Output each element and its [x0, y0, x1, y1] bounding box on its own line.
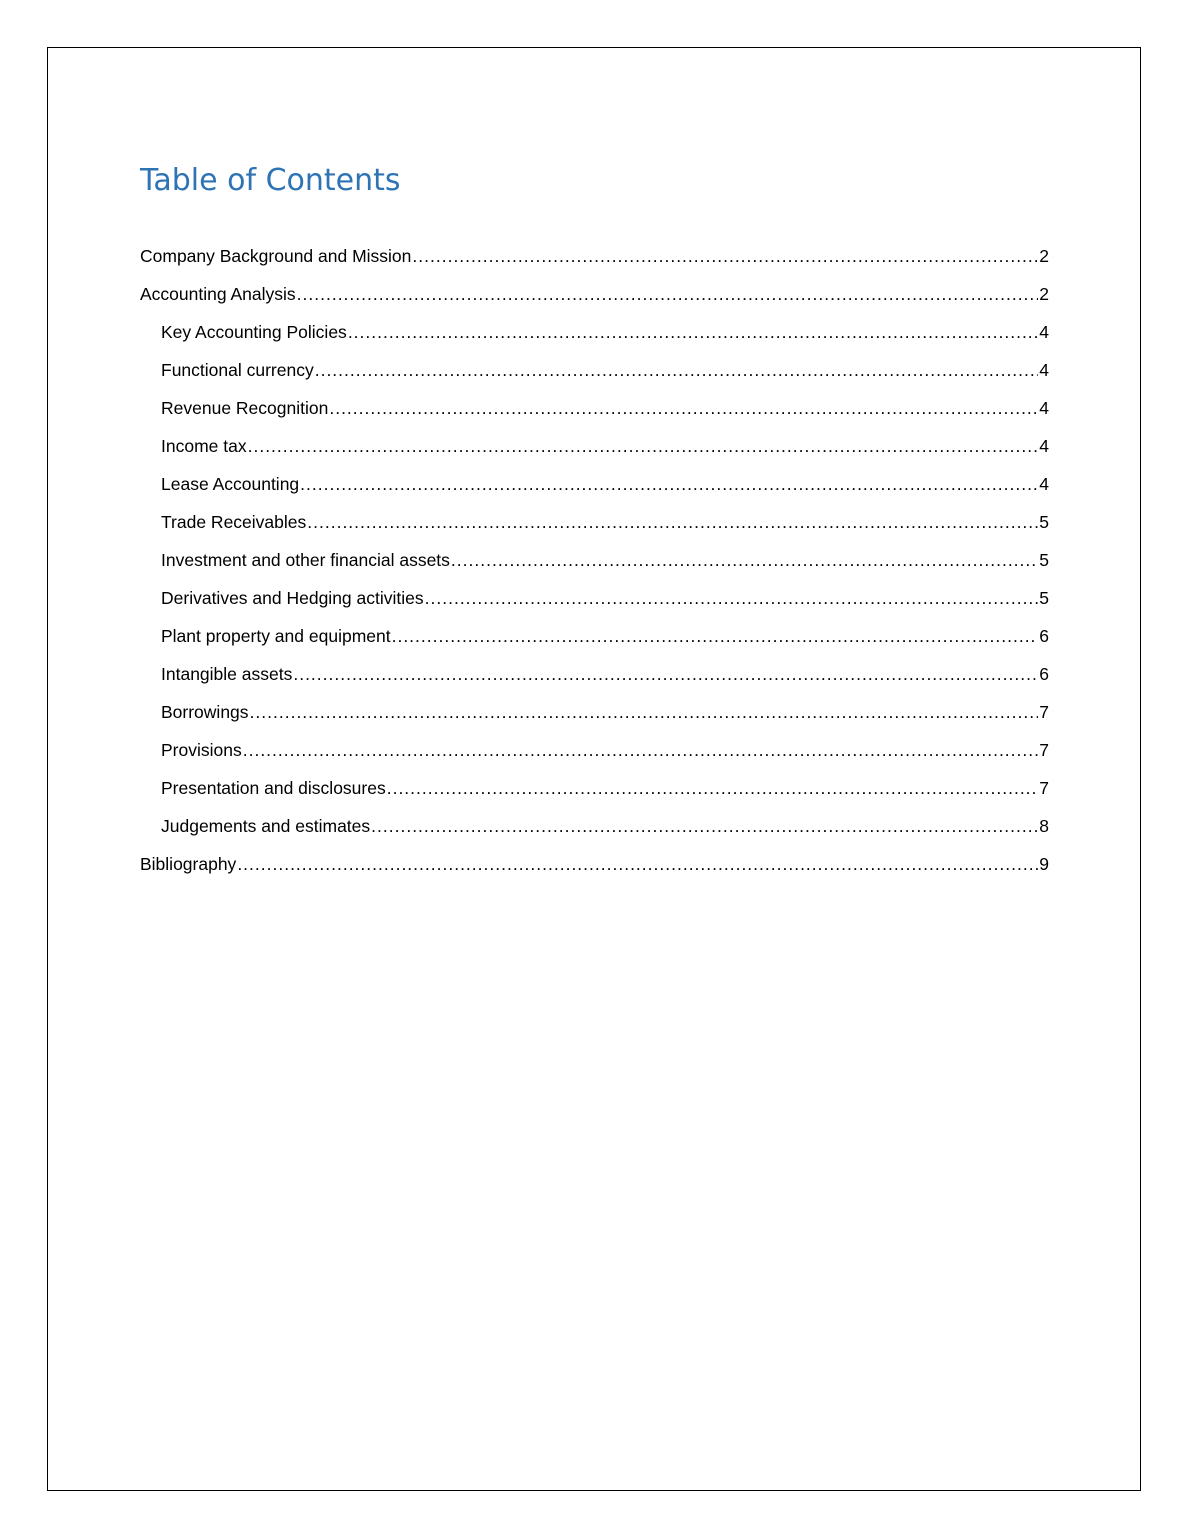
toc-entry-label: Derivatives and Hedging activities [161, 588, 424, 608]
toc-entry-bibliography[interactable] [140, 854, 1049, 892]
toc-entry-page: 6 [1039, 626, 1049, 646]
toc-entry-page: 2 [1039, 246, 1049, 266]
toc-entry-presentation-disclosures[interactable] [140, 778, 1049, 816]
dot-leader [451, 550, 1038, 571]
dot-leader [237, 854, 1038, 875]
toc-entry-label: Functional currency [161, 360, 314, 380]
toc-title: Table of Contents [140, 163, 401, 198]
toc-entry-page: 7 [1039, 702, 1049, 722]
toc-entry-page: 4 [1039, 360, 1049, 380]
dot-leader [392, 626, 1039, 647]
toc-entry-page: 2 [1039, 284, 1049, 304]
toc-entry-page: 5 [1039, 588, 1049, 608]
toc-entry-income-tax[interactable] [140, 436, 1049, 474]
toc-entry-provisions[interactable] [140, 740, 1049, 778]
toc-entry-page: 4 [1039, 322, 1049, 342]
toc-entry-label: Plant property and equipment [161, 626, 391, 646]
toc-entry-label: Key Accounting Policies [161, 322, 347, 342]
toc-entry-page: 6 [1039, 664, 1049, 684]
toc-entry-label: Judgements and estimates [161, 816, 371, 836]
toc-entry-label: Bibliography [140, 854, 237, 874]
dot-leader [371, 816, 1038, 837]
dot-leader [315, 360, 1039, 381]
toc-entry-key-accounting-policies[interactable] [140, 322, 1049, 360]
dot-leader [293, 664, 1038, 685]
toc-entry-derivatives-hedging[interactable] [140, 588, 1049, 626]
toc-list [140, 246, 1049, 892]
toc-entry-label: Income tax [161, 436, 247, 456]
toc-entry-page: 7 [1039, 740, 1049, 760]
toc-entry-page: 7 [1039, 778, 1049, 798]
toc-entry-revenue-recognition[interactable] [140, 398, 1049, 436]
toc-entry-label: Accounting Analysis [140, 284, 296, 304]
dot-leader [329, 398, 1038, 419]
toc-entry-label: Lease Accounting [161, 474, 300, 494]
toc-entry-accounting-analysis[interactable] [140, 284, 1049, 322]
toc-entry-trade-receivables[interactable] [140, 512, 1049, 550]
dot-leader [243, 740, 1039, 761]
toc-entry-company-background[interactable] [140, 246, 1049, 284]
toc-entry-page: 9 [1039, 854, 1049, 874]
toc-entry-page: 4 [1039, 398, 1049, 418]
toc-entry-page: 4 [1039, 474, 1049, 494]
toc-entry-label: Trade Receivables [161, 512, 307, 532]
toc-entry-page: 8 [1039, 816, 1049, 836]
toc-entry-page: 5 [1039, 550, 1049, 570]
toc-entry-lease-accounting[interactable] [140, 474, 1049, 512]
toc-entry-label: Company Background and Mission [140, 246, 412, 266]
toc-entry-intangible-assets[interactable] [140, 664, 1049, 702]
toc-entry-page: 4 [1039, 436, 1049, 456]
dot-leader [348, 322, 1038, 343]
dot-leader [248, 436, 1039, 457]
dot-leader [297, 284, 1039, 305]
toc-entry-borrowings[interactable] [140, 702, 1049, 740]
toc-entry-label: Revenue Recognition [161, 398, 329, 418]
toc-entry-label: Borrowings [161, 702, 249, 722]
toc-entry-page: 5 [1039, 512, 1049, 532]
toc-entry-plant-property-equipment[interactable] [140, 626, 1049, 664]
toc-entry-label: Intangible assets [161, 664, 293, 684]
toc-entry-label: Provisions [161, 740, 242, 760]
toc-entry-functional-currency[interactable] [140, 360, 1049, 398]
dot-leader [425, 588, 1039, 609]
toc-entry-judgements-estimates[interactable] [140, 816, 1049, 854]
dot-leader [412, 246, 1038, 267]
dot-leader [250, 702, 1039, 723]
dot-leader [307, 512, 1038, 533]
toc-entry-label: Presentation and disclosures [161, 778, 386, 798]
dot-leader [387, 778, 1039, 799]
toc-entry-investment-financial-assets[interactable] [140, 550, 1049, 588]
dot-leader [300, 474, 1038, 495]
toc-entry-label: Investment and other financial assets [161, 550, 450, 570]
